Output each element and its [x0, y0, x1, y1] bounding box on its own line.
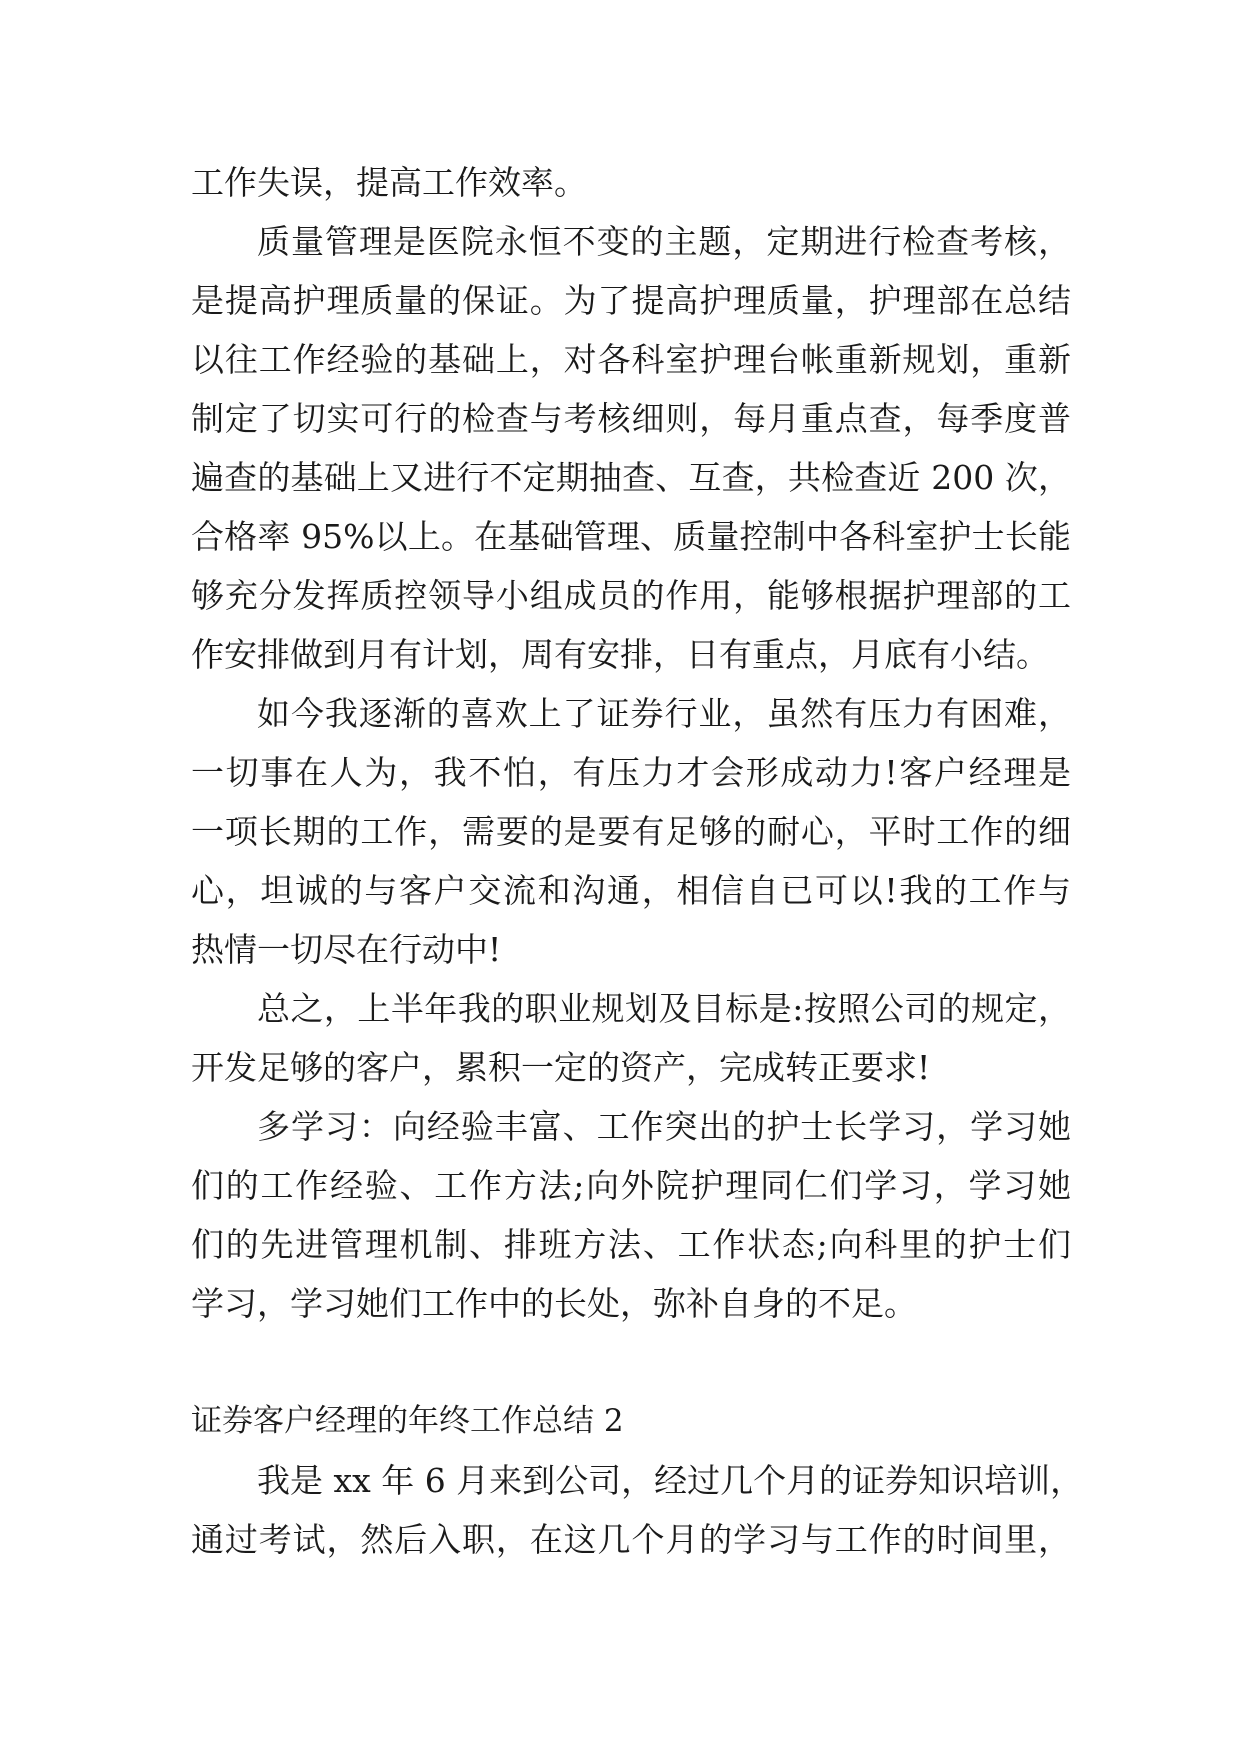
text-line: 们的先进管理机制、排班方法、工作状态;向科里的护士们: [191, 1225, 1071, 1264]
text-line: 制定了切实可行的检查与考核细则，每月重点查，每季度普: [191, 399, 1071, 438]
text-line: 工作失误，提高工作效率。: [191, 163, 587, 202]
paragraph-gap: [191, 1333, 1071, 1392]
text-line: 学习，学习她们工作中的长处，弥补自身的不足。: [191, 1284, 917, 1323]
text-line: 热情一切尽在行动中!: [191, 930, 502, 969]
text-line: 够充分发挥质控领导小组成员的作用，能够根据护理部的工: [191, 576, 1071, 615]
text-line: 们的工作经验、工作方法;向外院护理同仁们学习，学习她: [191, 1166, 1071, 1205]
paragraph-securities-industry: [191, 684, 1071, 979]
text-line: 一切事在人为，我不怕，有压力才会形成动力!客户经理是: [191, 753, 1071, 792]
paragraph-continuation: [191, 153, 1071, 212]
text-line: 以往工作经验的基础上，对各科室护理台帐重新规划，重新: [191, 340, 1071, 379]
paragraph-quality-management: [191, 212, 1071, 684]
document-body: [191, 153, 1084, 1569]
paragraph-career-goals: [191, 979, 1071, 1097]
text-line: 遍查的基础上又进行不定期抽查、互查，共检查近 200 次，: [191, 458, 1071, 497]
text-line: 总之，上半年我的职业规划及目标是:按照公司的规定，: [257, 989, 1071, 1028]
text-line: 开发足够的客户，累积一定的资产，完成转正要求!: [191, 1048, 931, 1087]
text-line: 我是 xx 年 6 月来到公司，经过几个月的证券知识培训，: [257, 1461, 1084, 1500]
text-line: 心，坦诚的与客户交流和沟通，相信自已可以!我的工作与: [191, 871, 1071, 910]
text-line: 多学习：向经验丰富、工作突出的护士长学习，学习她: [257, 1107, 1071, 1146]
text-line: 一项长期的工作，需要的是要有足够的耐心，平时工作的细: [191, 812, 1071, 851]
text-line: 质量管理是医院永恒不变的主题，定期进行检查考核，: [257, 222, 1071, 261]
text-line: 合格率 95%以上。在基础管理、质量控制中各科室护士长能: [191, 517, 1071, 556]
paragraph-joining-company: [191, 1451, 1084, 1569]
text-line: 作安排做到月有计划，周有安排，日有重点，月底有小结。: [191, 635, 1049, 674]
text-line: 通过考试，然后入职，在这几个月的学习与工作的时间里，: [191, 1520, 1071, 1559]
section-heading: 证券客户经理的年终工作总结 2: [191, 1403, 624, 1439]
text-line: 如今我逐渐的喜欢上了证券行业，虽然有压力有困难，: [257, 694, 1071, 733]
paragraph-learning: [191, 1097, 1071, 1333]
text-line: 是提高护理质量的保证。为了提高护理质量，护理部在总结: [191, 281, 1071, 320]
